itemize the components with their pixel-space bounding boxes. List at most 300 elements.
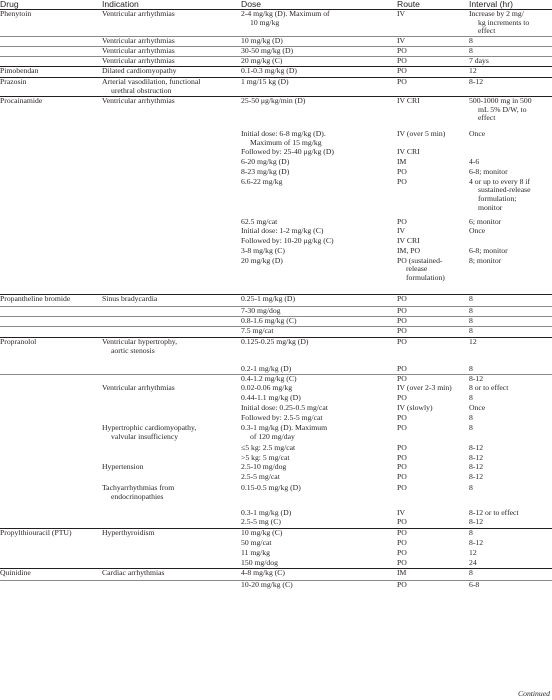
drug-text: Propranolol — [0, 337, 37, 347]
indication-cell — [96, 404, 239, 414]
interval-text: 6-8 — [469, 580, 480, 590]
indication-text: Ventricular arrhythmias — [102, 55, 175, 65]
drug-cell — [0, 56, 96, 66]
drug-cell — [0, 404, 96, 414]
route-text: IV CRI — [397, 146, 420, 156]
route-text: PO — [397, 316, 407, 326]
interval-cell — [469, 518, 552, 529]
table-row — [0, 10, 552, 37]
table-row — [0, 37, 552, 47]
table-row — [0, 307, 552, 317]
interval-text: 8 — [469, 422, 473, 432]
drug-cell — [0, 158, 96, 168]
table-row — [0, 96, 552, 130]
dose-cell — [239, 365, 395, 375]
dose-text: 7-30 mg/dog — [241, 306, 281, 316]
interval-text: 8 — [469, 36, 473, 46]
interval-text: 24 — [469, 557, 477, 567]
drug-cell — [0, 10, 96, 37]
drug-text: Quinidine — [0, 568, 31, 578]
indication-cell — [96, 66, 239, 77]
interval-cell — [469, 569, 552, 581]
interval-text: Once — [469, 129, 486, 139]
indication-text: Ventricular arrhythmias — [102, 95, 175, 105]
route-cell — [395, 559, 469, 569]
route-text: PO — [397, 392, 407, 402]
route-text: PO — [397, 166, 407, 176]
dose-cell — [239, 10, 395, 37]
indication-text: Cardiac arrhythmias — [102, 568, 165, 578]
interval-text: 4-6 — [469, 156, 480, 166]
route-text: PO — [397, 216, 407, 226]
indication-cell — [96, 539, 239, 549]
interval-cell — [469, 227, 552, 237]
route-text: PO — [397, 294, 407, 304]
header-dose: Dose — [239, 0, 395, 10]
indication-cell — [96, 424, 239, 444]
route-text: PO — [397, 471, 407, 481]
route-text: IM — [397, 156, 407, 166]
dose-text: 150 mg/dog — [241, 557, 278, 567]
interval-cell — [469, 46, 552, 56]
route-text: PO — [397, 557, 407, 567]
dose-text: 30-50 mg/kg (D) — [241, 45, 294, 55]
interval-text: 8 — [469, 306, 473, 316]
dose-cell — [239, 518, 395, 529]
indication-text: aortic stenosis — [111, 345, 155, 355]
indication-cell — [96, 394, 239, 404]
drug-cell — [0, 365, 96, 375]
indication-cell — [96, 569, 239, 581]
route-text: IV CRI — [397, 235, 420, 245]
drug-cell — [0, 295, 96, 307]
indication-cell — [96, 56, 239, 66]
indication-cell — [96, 257, 239, 295]
interval-cell — [469, 327, 552, 338]
route-cell — [395, 484, 469, 509]
dose-text: 0.4-1.2 mg/kg (C) — [241, 374, 297, 384]
indication-cell — [96, 317, 239, 327]
indication-cell — [96, 365, 239, 375]
dose-text: 0.25-1 mg/kg (D) — [241, 294, 296, 304]
interval-cell — [469, 317, 552, 327]
interval-cell — [469, 66, 552, 77]
dose-text: 4-8 mg/kg (C) — [241, 568, 285, 578]
table-row — [0, 327, 552, 338]
interval-cell — [469, 404, 552, 414]
route-cell — [395, 424, 469, 444]
dose-cell — [239, 569, 395, 581]
interval-text: mL 5% D/W, to — [478, 104, 527, 114]
drug-cell — [0, 237, 96, 247]
table-row — [0, 581, 552, 593]
interval-text: 8-12 — [469, 374, 484, 384]
drug-cell — [0, 148, 96, 158]
interval-text: 6; monitor — [469, 216, 502, 226]
interval-cell — [469, 148, 552, 158]
route-text: IV (over 2-3 min) — [397, 382, 452, 392]
dose-text: 20 mg/kg (D) — [241, 255, 283, 265]
dose-text: 0.3-1 mg/kg (D) — [241, 507, 292, 517]
header-route: Route — [395, 0, 469, 10]
indication-cell — [96, 218, 239, 227]
route-text: IV — [397, 225, 406, 235]
route-cell — [395, 317, 469, 327]
indication-cell — [96, 247, 239, 257]
interval-text: 8 — [469, 482, 473, 492]
interval-text: 8-12 — [469, 461, 484, 471]
table-row — [0, 257, 552, 295]
dose-text: 6-20 mg/kg (D) — [241, 156, 290, 166]
dose-text: of 120 mg/day — [250, 431, 295, 441]
interval-cell — [469, 130, 552, 147]
route-cell — [395, 77, 469, 96]
drug-cell — [0, 581, 96, 593]
drug-cell — [0, 384, 96, 394]
interval-cell — [469, 257, 552, 295]
route-text: PO — [397, 422, 407, 432]
indication-cell — [96, 158, 239, 168]
interval-cell — [469, 473, 552, 484]
dose-text: 0.125-0.25 mg/kg (D) — [241, 337, 309, 347]
drug-cell — [0, 257, 96, 295]
drug-cell — [0, 307, 96, 317]
indication-cell — [96, 463, 239, 473]
route-text: IV CRI — [397, 95, 420, 105]
drug-text: Procainamide — [0, 95, 43, 105]
route-cell — [395, 518, 469, 529]
route-text: formulation) — [406, 273, 445, 283]
drug-cell — [0, 46, 96, 56]
indication-text: Ventricular arrhythmias — [102, 382, 175, 392]
dose-text: >5 kg: 5 mg/cat — [241, 452, 290, 462]
interval-cell — [469, 549, 552, 559]
route-cell — [395, 10, 469, 37]
route-cell — [395, 581, 469, 593]
dose-text: 25-50 μg/kg/min (D) — [241, 95, 306, 105]
interval-cell — [469, 484, 552, 509]
interval-text: 8 — [469, 528, 473, 538]
interval-cell — [469, 295, 552, 307]
indication-text: Sinus bradycardia — [102, 294, 158, 304]
route-cell — [395, 257, 469, 295]
drug-cell — [0, 327, 96, 338]
drug-cell — [0, 77, 96, 96]
route-text: PO — [397, 45, 407, 55]
dose-cell — [239, 295, 395, 307]
interval-text: 12 — [469, 65, 477, 75]
drug-cell — [0, 529, 96, 539]
route-cell — [395, 327, 469, 338]
interval-cell — [469, 96, 552, 130]
drug-cell — [0, 168, 96, 178]
interval-cell — [469, 559, 552, 569]
interval-text: formulation; — [478, 194, 517, 204]
drug-cell — [0, 130, 96, 147]
indication-text: Hypertension — [102, 461, 144, 471]
indication-text: Dilated cardiomyopathy — [102, 65, 177, 75]
route-text: PO — [397, 482, 407, 492]
indication-cell — [96, 529, 239, 539]
route-text: PO — [397, 528, 407, 538]
route-text: PO — [397, 363, 407, 373]
dose-text: Followed by: 2.5-5 mg/cat — [241, 412, 323, 422]
dose-text: 10-20 mg/kg (C) — [241, 580, 293, 590]
route-cell — [395, 295, 469, 307]
table-row — [0, 338, 552, 365]
drug-cell — [0, 559, 96, 569]
interval-cell — [469, 56, 552, 66]
interval-text: 8; monitor — [469, 255, 502, 265]
drug-cell — [0, 539, 96, 549]
route-text: PO — [397, 306, 407, 316]
indication-cell — [96, 237, 239, 247]
route-text: PO — [397, 442, 407, 452]
route-text: IV — [397, 507, 406, 517]
interval-text: Increase by 2 mg/ — [469, 9, 524, 18]
route-cell — [395, 365, 469, 375]
dose-text: 0.1-0.3 mg/kg (D) — [241, 65, 297, 75]
interval-cell — [469, 77, 552, 96]
dose-text: 20 mg/kg (C) — [241, 55, 283, 65]
dose-text: ≤5 kg: 2.5 mg/cat — [241, 442, 296, 452]
indication-text: Ventricular hypertrophy, — [102, 337, 178, 347]
route-cell — [395, 130, 469, 147]
table-row — [0, 424, 552, 444]
route-text: PO — [397, 412, 407, 422]
interval-cell — [469, 414, 552, 424]
table-row — [0, 317, 552, 327]
route-text: IV — [397, 9, 406, 18]
indication-cell — [96, 444, 239, 454]
drug-cell — [0, 473, 96, 484]
route-cell — [395, 37, 469, 47]
dose-cell — [239, 484, 395, 509]
drug-cell — [0, 549, 96, 559]
drug-cell — [0, 96, 96, 130]
interval-text: 8-12 — [469, 76, 484, 86]
dose-text: 8-23 mg/kg (D) — [241, 166, 290, 176]
drug-cell — [0, 66, 96, 77]
indication-cell — [96, 77, 239, 96]
table-row — [0, 77, 552, 96]
interval-text: effect — [478, 26, 496, 36]
route-text: PO — [397, 461, 407, 471]
route-cell — [395, 569, 469, 581]
indication-cell — [96, 130, 239, 147]
route-text: IM — [397, 568, 407, 578]
indication-cell — [96, 509, 239, 518]
continued-note: Continued — [517, 689, 550, 698]
dose-text: 2.5-10 mg/dog — [241, 461, 287, 471]
drug-cell — [0, 454, 96, 463]
interval-cell — [469, 10, 552, 37]
drug-cell — [0, 518, 96, 529]
route-cell — [395, 148, 469, 158]
dose-cell — [239, 178, 395, 218]
drug-cell — [0, 375, 96, 384]
drug-cell — [0, 414, 96, 424]
dose-text: 62.5 mg/cat — [241, 216, 278, 226]
table-row — [0, 569, 552, 581]
route-text: PO — [397, 580, 407, 590]
dose-cell — [239, 130, 395, 147]
drug-cell — [0, 569, 96, 581]
drug-text: Propylthiouracil (PTU) — [0, 528, 72, 538]
drug-cell — [0, 247, 96, 257]
route-text: PO — [397, 374, 407, 384]
interval-text: Once — [469, 402, 486, 412]
drug-text: Propantheline bromide — [0, 294, 71, 304]
dose-text: 10 mg/kg (D) — [241, 36, 283, 46]
indication-cell — [96, 484, 239, 509]
drug-text: Prazosin — [0, 76, 27, 86]
indication-text: Ventricular arrhythmias — [102, 9, 175, 18]
dose-text: 0.02-0.06 mg/kg — [241, 382, 293, 392]
dose-cell — [239, 46, 395, 56]
dose-text: Followed by: 25-40 μg/kg (D) — [241, 146, 334, 156]
route-text: PO — [397, 516, 407, 526]
interval-text: 8-12 — [469, 452, 484, 462]
interval-text: 8 — [469, 363, 473, 373]
indication-cell — [96, 518, 239, 529]
indication-text: endocrinopathies — [111, 491, 164, 501]
drug-cell — [0, 484, 96, 509]
route-cell — [395, 66, 469, 77]
interval-text: sustained-release — [478, 185, 531, 195]
dose-text: 3-8 mg/kg (C) — [241, 245, 285, 255]
dose-cell — [239, 66, 395, 77]
drug-cell — [0, 227, 96, 237]
interval-text: 8 — [469, 568, 473, 578]
dose-text: Initial dose: 1-2 mg/kg (C) — [241, 225, 324, 235]
drug-cell — [0, 424, 96, 444]
header-drug: Drug — [0, 0, 96, 10]
interval-cell — [469, 424, 552, 444]
table-row — [0, 518, 552, 529]
indication-cell — [96, 581, 239, 593]
interval-text: 6-8; monitor — [469, 245, 508, 255]
route-cell — [395, 338, 469, 365]
interval-text: Once — [469, 225, 486, 235]
route-text: IM, PO — [397, 245, 421, 255]
table-row — [0, 46, 552, 56]
indication-text: Ventricular arrhythmias — [102, 36, 175, 46]
table-row — [0, 178, 552, 218]
indication-cell — [96, 549, 239, 559]
dose-cell — [239, 327, 395, 338]
drug-text: Pimobendan — [0, 65, 39, 75]
drug-cell — [0, 218, 96, 227]
interval-text: 8-12 — [469, 516, 484, 526]
indication-cell — [96, 148, 239, 158]
indication-cell — [96, 96, 239, 130]
interval-text: kg increments to — [478, 17, 530, 27]
interval-text: 8 — [469, 392, 473, 402]
route-text: release — [406, 264, 428, 274]
interval-text: 8-12 or to effect — [469, 507, 519, 517]
interval-cell — [469, 384, 552, 394]
dose-text: 10 mg/kg (C) — [241, 528, 283, 538]
interval-text: effect — [478, 113, 496, 123]
route-cell — [395, 218, 469, 227]
indication-cell — [96, 338, 239, 365]
drug-text: Phenytoin — [0, 9, 32, 18]
dose-text: Maximum of 15 mg/kg — [250, 138, 322, 148]
drug-cell — [0, 463, 96, 473]
dose-text: Initial dose: 0.25-0.5 mg/cat — [241, 402, 328, 412]
interval-cell — [469, 365, 552, 375]
route-cell — [395, 56, 469, 66]
dose-text: Initial dose: 6-8 mg/kg (D). — [241, 129, 326, 139]
interval-text: 8 — [469, 412, 473, 422]
dose-cell — [239, 77, 395, 96]
dose-text: 2.5-5 mg/cat — [241, 471, 280, 481]
dose-cell — [239, 307, 395, 317]
drug-cell — [0, 444, 96, 454]
indication-text: Hyperthyroidism — [102, 528, 155, 538]
dose-text: 0.44-1.1 mg/kg (D) — [241, 392, 301, 402]
route-text: PO — [397, 452, 407, 462]
dose-text: 50 mg/cat — [241, 537, 272, 547]
dose-text: 0.3-1 mg/kg (D). Maximum — [241, 422, 328, 432]
route-text: PO — [397, 55, 407, 65]
route-text: IV — [397, 36, 406, 46]
interval-text: 8-12 — [469, 471, 484, 481]
dose-text: 2-4 mg/kg (D). Maximum of — [241, 9, 330, 18]
table-row — [0, 295, 552, 307]
dose-text: Followed by: 10-20 μg/kg (C) — [241, 235, 334, 245]
interval-text: 8 or to effect — [469, 382, 509, 392]
route-text: PO — [397, 537, 407, 547]
route-text: PO — [397, 337, 407, 347]
interval-cell — [469, 581, 552, 593]
interval-text: 6-8; monitor — [469, 166, 508, 176]
dose-text: 0.2-1 mg/kg (D) — [241, 363, 292, 373]
dose-cell — [239, 559, 395, 569]
interval-text: 8-12 — [469, 442, 484, 452]
dose-text: 1 mg/15 kg (D) — [241, 76, 289, 86]
dose-cell — [239, 581, 395, 593]
interval-text: 8 — [469, 45, 473, 55]
interval-text: 8 — [469, 326, 473, 336]
dose-text: 6.6-22 mg/kg — [241, 176, 283, 186]
table-row — [0, 56, 552, 66]
interval-text: monitor — [478, 202, 503, 212]
interval-text: 4 or up to every 8 if — [469, 176, 531, 186]
interval-text: 8 — [469, 294, 473, 304]
indication-text: Ventricular arrhythmias — [102, 45, 175, 55]
route-cell — [395, 307, 469, 317]
interval-text: 12 — [469, 547, 477, 557]
route-cell — [395, 178, 469, 218]
dose-text: 0.15-0.5 mg/kg (D) — [241, 482, 301, 492]
dose-cell — [239, 56, 395, 66]
dose-text: 10 mg/kg — [250, 17, 280, 27]
interval-cell — [469, 307, 552, 317]
indication-cell — [96, 227, 239, 237]
dose-text: 0.8-1.6 mg/kg (C) — [241, 316, 297, 326]
route-text: PO — [397, 547, 407, 557]
interval-text: 8-12 — [469, 537, 484, 547]
route-text: PO — [397, 326, 407, 336]
dose-cell — [239, 317, 395, 327]
dose-cell — [239, 424, 395, 444]
indication-cell — [96, 178, 239, 218]
route-text: PO — [397, 76, 407, 86]
route-text: PO (sustained- — [397, 255, 443, 265]
drug-cell — [0, 178, 96, 218]
